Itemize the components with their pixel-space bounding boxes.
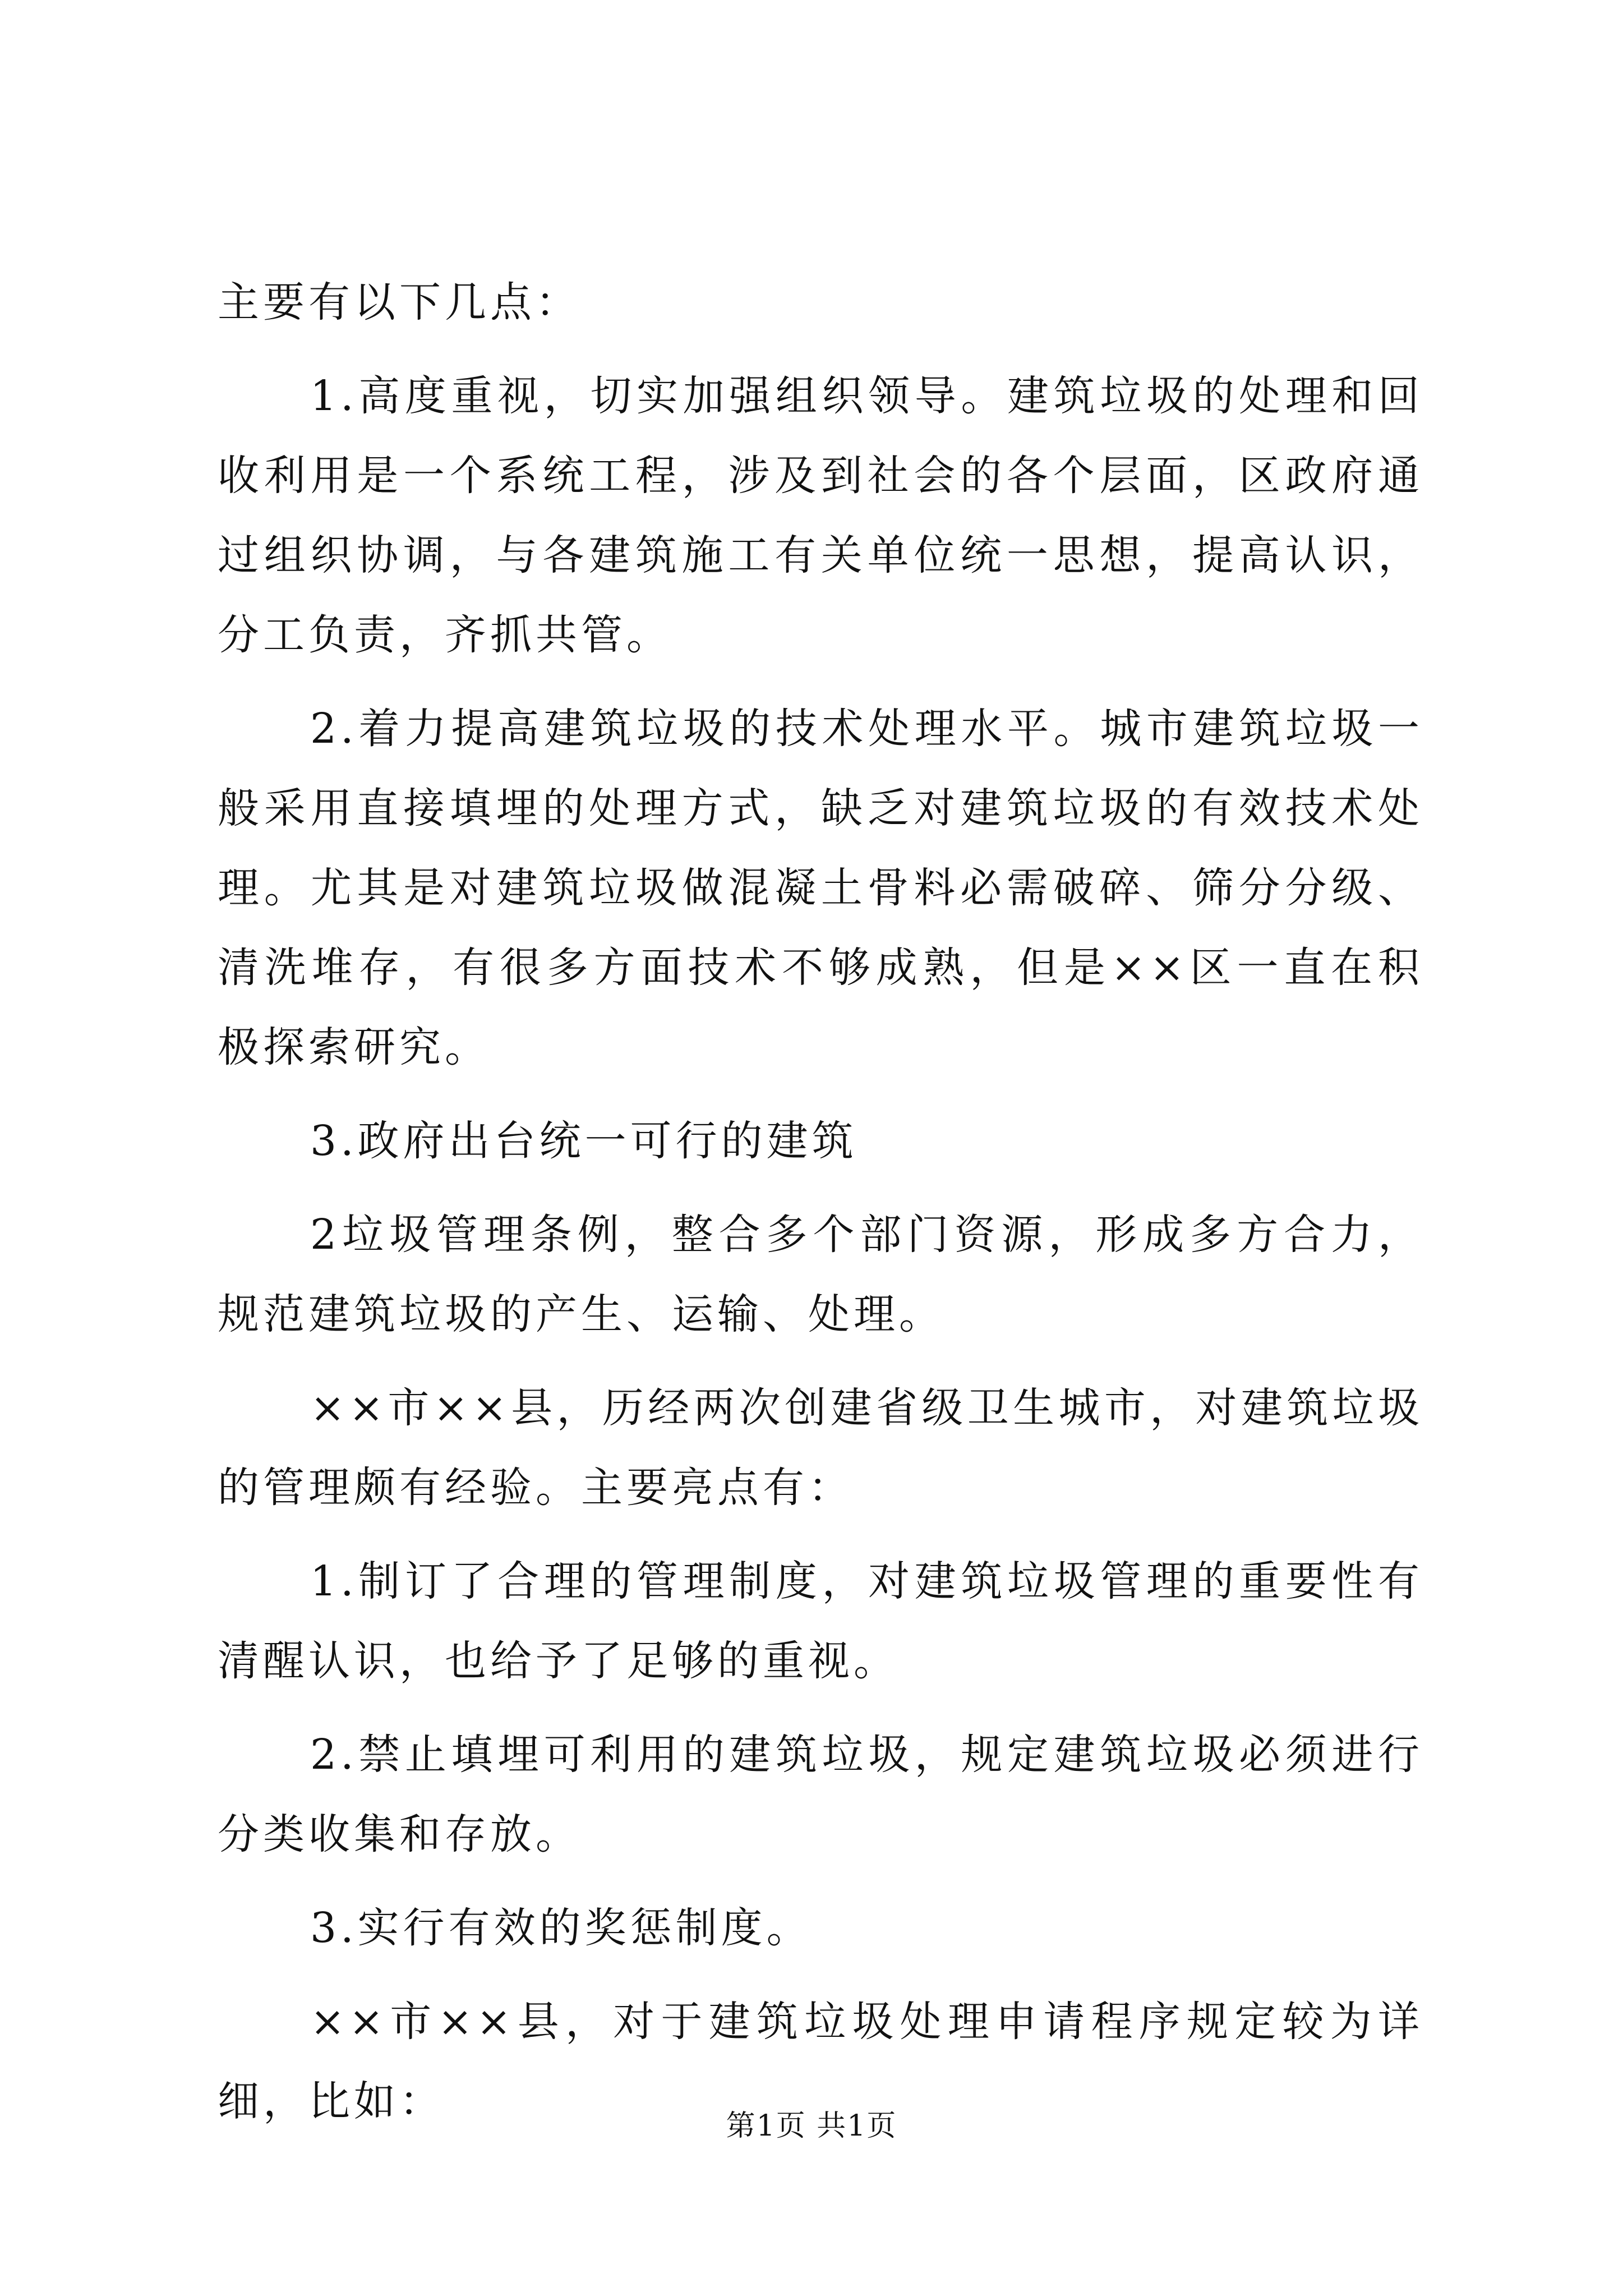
paragraph-point-1: 1.高度重视，切实加强组织领导。建筑垃圾的处理和回收利用是一个系统工程，涉及到社会的各个层面，区政府通过组织协调，与各建筑施工有关单位统一思想，提高认识，分工负责，齐抓共管。: [218, 372, 1423, 659]
paragraph-point-2: 2.着力提高建筑垃圾的技术处理水平。城市建筑垃圾一般采用直接填埋的处理方式，缺乏对建筑垃圾的有效技术处理。尤其是对建筑垃圾做混凝土骨料必需破碎、筛分分级、清洗堆存，有很多方面技术不够成熟，但是××区一直在积极探索研究。: [218, 705, 1423, 1071]
paragraph-county-intro: ××市××县，历经两次创建省级卫生城市，对建筑垃圾的管理颇有经验。主要亮点有：: [218, 1384, 1423, 1512]
paragraph-county-procedure: ××市××县，对于建筑垃圾处理申请程序规定较为详细，比如：: [218, 1998, 1423, 2125]
paragraph-highlight-1: 1.制订了合理的管理制度，对建筑垃圾管理的重要性有清醒认识，也给予了足够的重视。: [218, 1557, 1423, 1685]
document-body: [218, 263, 1423, 2155]
page-footer: 第1页 共1页: [726, 2109, 897, 2143]
paragraph-point-3: 3.政府出台统一可行的建筑: [310, 1117, 857, 1165]
paragraph-intro: 主要有以下几点：: [218, 278, 581, 326]
paragraph-highlight-2: 2.禁止填埋可利用的建筑垃圾，规定建筑垃圾必须进行分类收集和存放。: [218, 1731, 1423, 1858]
paragraph-point-3-continued: 2垃圾管理条例，整合多个部门资源，形成多方合力，规范建筑垃圾的产生、运输、处理。: [218, 1211, 1423, 1338]
paragraph-highlight-3: 3.实行有效的奖惩制度。: [310, 1904, 812, 1952]
